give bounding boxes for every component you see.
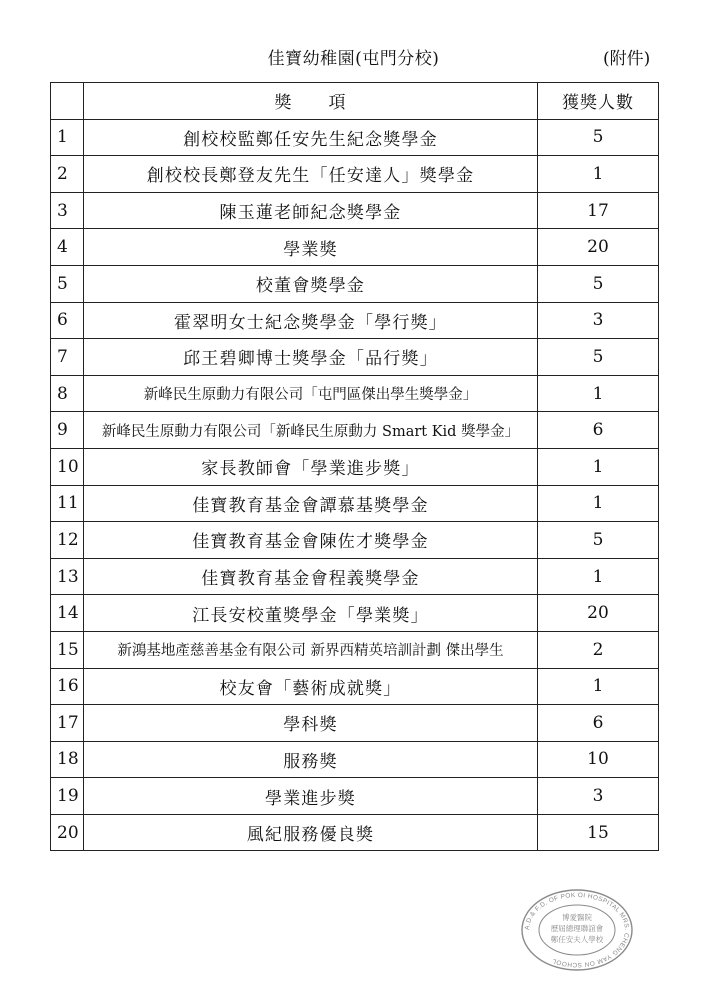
header-count-cell: 獲獎人數 bbox=[538, 83, 659, 120]
table-row bbox=[51, 485, 659, 522]
award-count: 1 bbox=[538, 448, 659, 485]
award-count: 3 bbox=[538, 778, 659, 815]
award-count: 1 bbox=[538, 375, 659, 412]
row-number: 8 bbox=[51, 375, 84, 412]
table-row bbox=[51, 631, 659, 668]
row-number: 11 bbox=[51, 485, 84, 522]
attachment-label: (附件) bbox=[603, 49, 651, 69]
award-count: 1 bbox=[538, 668, 659, 705]
table-row bbox=[51, 741, 659, 778]
row-number: 17 bbox=[51, 705, 84, 742]
header-award-cell: 獎 項 bbox=[84, 83, 538, 120]
award-count: 1 bbox=[538, 485, 659, 522]
table-row bbox=[51, 375, 659, 412]
table-row bbox=[51, 705, 659, 742]
row-number: 1 bbox=[51, 119, 84, 156]
award-name: 學科獎 bbox=[84, 705, 538, 742]
row-number: 19 bbox=[51, 778, 84, 815]
table-row bbox=[51, 229, 659, 266]
award-name: 風紀服務優良獎 bbox=[84, 814, 538, 851]
seal-line-1: 博愛醫院 bbox=[562, 913, 592, 922]
table-row bbox=[51, 595, 659, 632]
award-count: 5 bbox=[538, 522, 659, 559]
row-number: 12 bbox=[51, 522, 84, 559]
row-number: 9 bbox=[51, 412, 84, 449]
award-name: 校董會獎學金 bbox=[84, 265, 538, 302]
award-name: 新峰民生原動力有限公司「屯門區傑出學生獎學金」 bbox=[84, 375, 538, 412]
table-row bbox=[51, 814, 659, 851]
award-name: 陳玉蓮老師紀念獎學金 bbox=[84, 192, 538, 229]
row-number: 20 bbox=[51, 814, 84, 851]
award-name: 創校校監鄭任安先生紀念獎學金 bbox=[84, 119, 538, 156]
table-row bbox=[51, 522, 659, 559]
table-row bbox=[51, 412, 659, 449]
row-number: 5 bbox=[51, 265, 84, 302]
table-row bbox=[51, 302, 659, 339]
row-number: 2 bbox=[51, 156, 84, 193]
row-number: 6 bbox=[51, 302, 84, 339]
row-number: 16 bbox=[51, 668, 84, 705]
row-number: 3 bbox=[51, 192, 84, 229]
table-row bbox=[51, 192, 659, 229]
award-count: 5 bbox=[538, 339, 659, 376]
award-count: 1 bbox=[538, 558, 659, 595]
award-count: 2 bbox=[538, 631, 659, 668]
award-count: 6 bbox=[538, 705, 659, 742]
award-name: 創校校長鄭登友先生「任安達人」獎學金 bbox=[84, 156, 538, 193]
award-name: 佳寶教育基金會陳佐才獎學金 bbox=[84, 522, 538, 559]
award-name: 學業獎 bbox=[84, 229, 538, 266]
table-row bbox=[51, 668, 659, 705]
award-name: 家長教師會「學業進步獎」 bbox=[84, 448, 538, 485]
row-number: 15 bbox=[51, 631, 84, 668]
document-title: 佳寶幼稚園(屯門分校) bbox=[267, 49, 440, 69]
award-name: 霍翠明女士紀念獎學金「學行獎」 bbox=[84, 302, 538, 339]
row-number: 4 bbox=[51, 229, 84, 266]
table-row bbox=[51, 778, 659, 815]
row-number: 10 bbox=[51, 448, 84, 485]
row-number: 14 bbox=[51, 595, 84, 632]
seal-line-2: 歷屆總理聯誼會 bbox=[550, 924, 604, 933]
award-name: 佳寶教育基金會譚慕基獎學金 bbox=[84, 485, 538, 522]
award-rows bbox=[51, 119, 659, 851]
seal-outer-text: A.D.& F.D. OF POK OI HOSPITAL MRS. CHENG YAM ON SCHOOL bbox=[523, 891, 631, 969]
row-number: 13 bbox=[51, 558, 84, 595]
row-number: 18 bbox=[51, 741, 84, 778]
awards-table bbox=[50, 82, 659, 851]
award-count: 3 bbox=[538, 302, 659, 339]
award-count: 20 bbox=[538, 595, 659, 632]
header-index-cell bbox=[51, 83, 84, 120]
award-name: 新鴻基地產慈善基金有限公司 新界西精英培訓計劃 傑出學生 bbox=[84, 631, 538, 668]
table-row bbox=[51, 339, 659, 376]
table-row bbox=[51, 265, 659, 302]
award-name: 江長安校董獎學金「學業獎」 bbox=[84, 595, 538, 632]
seal-line-3: 鄭任安夫人學校 bbox=[550, 935, 604, 944]
award-count: 1 bbox=[538, 156, 659, 193]
award-name: 邱王碧卿博士獎學金「品行獎」 bbox=[84, 339, 538, 376]
award-name: 新峰民生原動力有限公司「新峰民生原動力 Smart Kid 獎學金」 bbox=[84, 412, 538, 449]
award-count: 15 bbox=[538, 814, 659, 851]
award-name: 校友會「藝術成就獎」 bbox=[84, 668, 538, 705]
award-count: 17 bbox=[538, 192, 659, 229]
award-count: 10 bbox=[538, 741, 659, 778]
award-name: 佳寶教育基金會程義獎學金 bbox=[84, 558, 538, 595]
award-name: 服務獎 bbox=[84, 741, 538, 778]
school-seal bbox=[519, 888, 635, 972]
table-header-row bbox=[51, 83, 659, 120]
award-count: 6 bbox=[538, 412, 659, 449]
table-row bbox=[51, 448, 659, 485]
table-row bbox=[51, 119, 659, 156]
table-row bbox=[51, 156, 659, 193]
award-count: 5 bbox=[538, 119, 659, 156]
table-row bbox=[51, 558, 659, 595]
award-count: 20 bbox=[538, 229, 659, 266]
award-count: 5 bbox=[538, 265, 659, 302]
row-number: 7 bbox=[51, 339, 84, 376]
award-name: 學業進步獎 bbox=[84, 778, 538, 815]
